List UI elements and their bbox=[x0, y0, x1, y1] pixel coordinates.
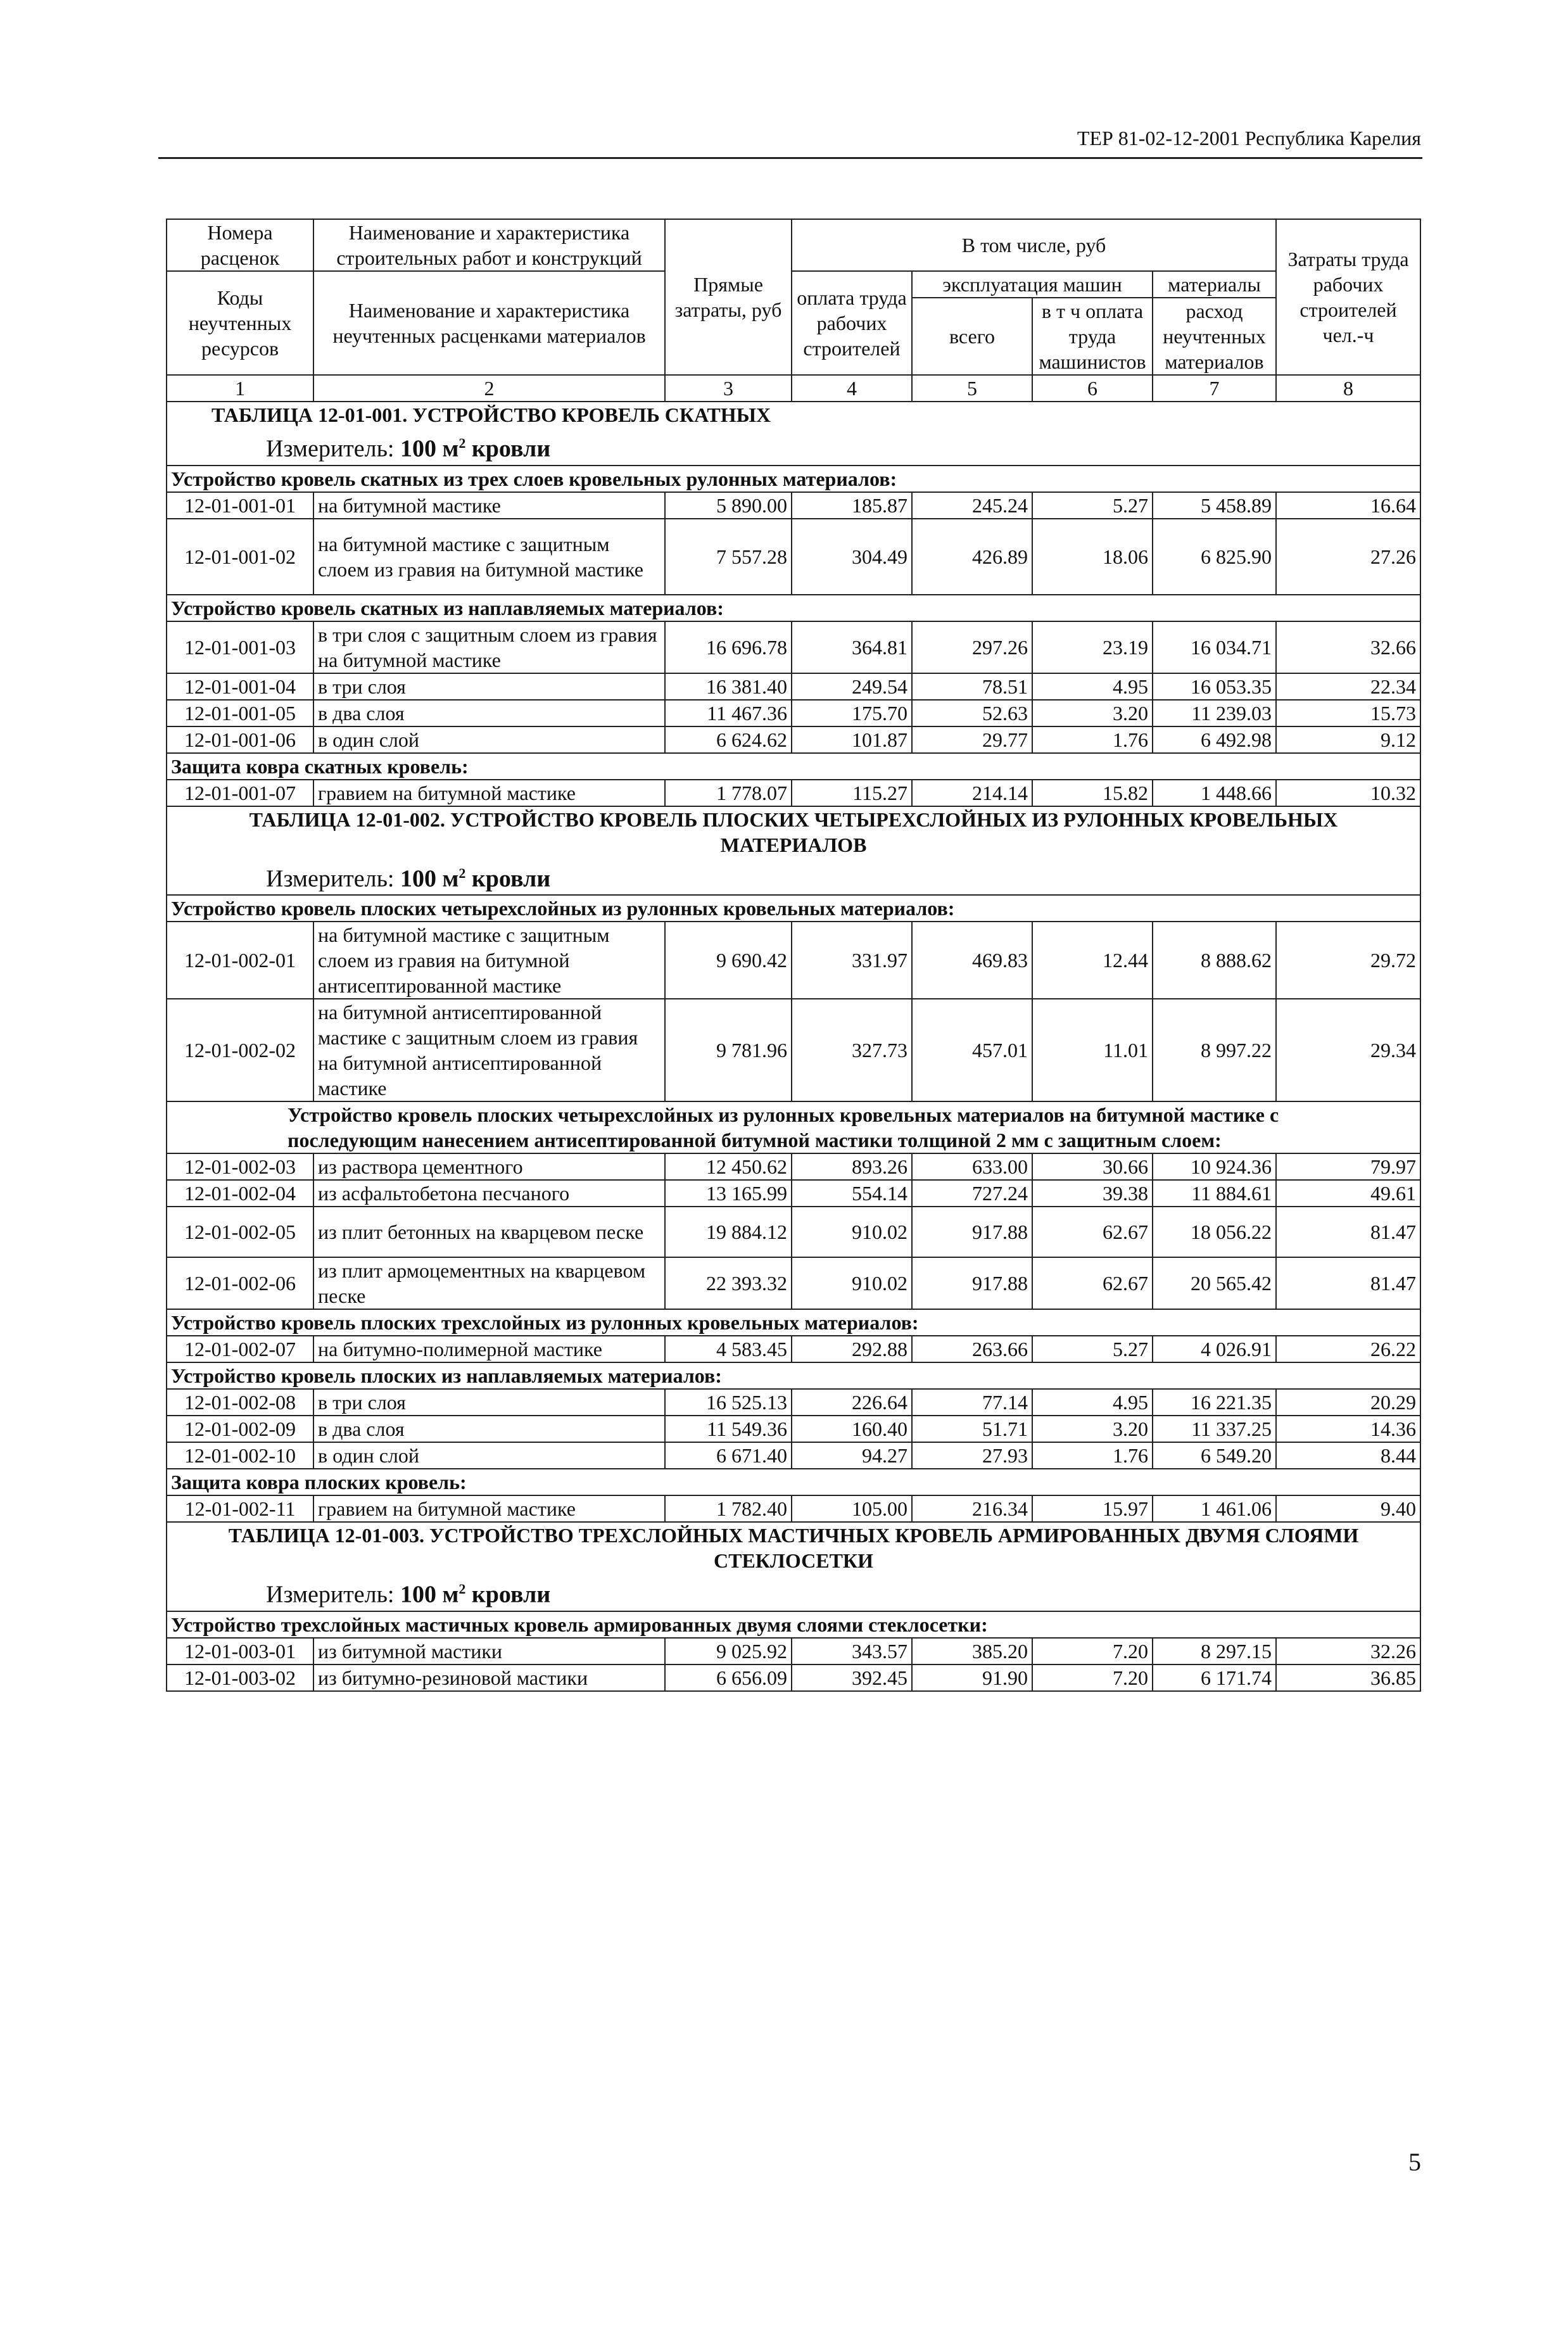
section-heading: Устройство кровель скатных из трех слоев кровельных рулонных материалов: bbox=[167, 466, 1420, 492]
labor-hours: 32.66 bbox=[1276, 621, 1420, 673]
header-materials: материалы bbox=[1153, 271, 1276, 298]
direct-costs: 9 690.42 bbox=[665, 922, 792, 999]
labor-pay: 94.27 bbox=[792, 1442, 912, 1469]
labor-pay: 105.00 bbox=[792, 1495, 912, 1522]
rate-code: 12-01-002-03 bbox=[167, 1153, 313, 1180]
work-description: на битумно-полимерной мастике bbox=[313, 1336, 665, 1362]
table-row bbox=[167, 1442, 1420, 1469]
direct-costs: 9 025.92 bbox=[665, 1638, 792, 1664]
table-row bbox=[167, 1207, 1420, 1257]
labor-hours: 29.34 bbox=[1276, 999, 1420, 1101]
materials-cost: 5 458.89 bbox=[1153, 492, 1276, 519]
labor-hours: 22.34 bbox=[1276, 673, 1420, 700]
operator-pay: 5.27 bbox=[1032, 1336, 1153, 1362]
table-title-row bbox=[167, 1522, 1420, 1611]
materials-cost: 4 026.91 bbox=[1153, 1336, 1276, 1362]
machines-total: 457.01 bbox=[912, 999, 1032, 1101]
measure-line bbox=[171, 428, 1416, 465]
work-description: из асфальтобетона песчаного bbox=[313, 1180, 665, 1207]
direct-costs: 11 549.36 bbox=[665, 1416, 792, 1442]
labor-hours: 16.64 bbox=[1276, 492, 1420, 519]
column-number: 3 bbox=[665, 375, 792, 402]
operator-pay: 30.66 bbox=[1032, 1153, 1153, 1180]
labor-hours: 81.47 bbox=[1276, 1257, 1420, 1309]
measure-label: Измеритель: bbox=[266, 1581, 395, 1608]
labor-hours: 49.61 bbox=[1276, 1180, 1420, 1207]
labor-pay: 910.02 bbox=[792, 1257, 912, 1309]
machines-total: 385.20 bbox=[912, 1638, 1032, 1664]
machines-total: 469.83 bbox=[912, 922, 1032, 999]
direct-costs: 16 381.40 bbox=[665, 673, 792, 700]
section-heading: Устройство кровель плоских трехслойных из рулонных кровельных материалов: bbox=[167, 1309, 1420, 1336]
labor-hours: 81.47 bbox=[1276, 1207, 1420, 1257]
labor-pay: 554.14 bbox=[792, 1180, 912, 1207]
section-heading-row bbox=[167, 595, 1420, 621]
table-row bbox=[167, 519, 1420, 595]
operator-pay: 4.95 bbox=[1032, 673, 1153, 700]
direct-costs: 12 450.62 bbox=[665, 1153, 792, 1180]
machines-total: 52.63 bbox=[912, 700, 1032, 726]
column-numbers-row bbox=[167, 375, 1420, 402]
labor-pay: 910.02 bbox=[792, 1207, 912, 1257]
work-description: на битумной антисептированной мастике с защитным слоем из гравия на битумной антисептированной мастике bbox=[313, 999, 665, 1101]
section-heading-row bbox=[167, 1101, 1420, 1153]
materials-cost: 1 461.06 bbox=[1153, 1495, 1276, 1522]
machines-total: 29.77 bbox=[912, 726, 1032, 753]
direct-costs: 22 393.32 bbox=[665, 1257, 792, 1309]
operator-pay: 62.67 bbox=[1032, 1257, 1153, 1309]
header-machines-total: всего bbox=[912, 298, 1032, 375]
table-row bbox=[167, 1664, 1420, 1691]
direct-costs: 1 782.40 bbox=[665, 1495, 792, 1522]
operator-pay: 5.27 bbox=[1032, 492, 1153, 519]
materials-cost: 6 492.98 bbox=[1153, 726, 1276, 753]
measure-exponent: 2 bbox=[458, 865, 466, 881]
machines-total: 51.71 bbox=[912, 1416, 1032, 1442]
measure-value: 100 м bbox=[400, 865, 459, 892]
operator-pay: 1.76 bbox=[1032, 726, 1153, 753]
table-row bbox=[167, 673, 1420, 700]
measure-unit: кровли bbox=[465, 1581, 551, 1608]
machines-total: 77.14 bbox=[912, 1389, 1032, 1416]
operator-pay: 4.95 bbox=[1032, 1389, 1153, 1416]
table-row bbox=[167, 999, 1420, 1101]
machines-total: 917.88 bbox=[912, 1207, 1032, 1257]
labor-hours: 79.97 bbox=[1276, 1153, 1420, 1180]
rate-code: 12-01-001-02 bbox=[167, 519, 313, 595]
materials-cost: 16 034.71 bbox=[1153, 621, 1276, 673]
machines-total: 91.90 bbox=[912, 1664, 1032, 1691]
materials-cost: 11 337.25 bbox=[1153, 1416, 1276, 1442]
header-operator-pay: в т ч оплата труда машинистов bbox=[1032, 298, 1153, 375]
machines-total: 426.89 bbox=[912, 519, 1032, 595]
machines-total: 633.00 bbox=[912, 1153, 1032, 1180]
section-heading-row bbox=[167, 1469, 1420, 1495]
column-number: 1 bbox=[167, 375, 313, 402]
labor-hours: 26.22 bbox=[1276, 1336, 1420, 1362]
labor-pay: 249.54 bbox=[792, 673, 912, 700]
rate-code: 12-01-003-02 bbox=[167, 1664, 313, 1691]
table-row bbox=[167, 922, 1420, 999]
table-row bbox=[167, 726, 1420, 753]
work-description: в два слоя bbox=[313, 1416, 665, 1442]
table-row bbox=[167, 1153, 1420, 1180]
materials-cost: 20 565.42 bbox=[1153, 1257, 1276, 1309]
price-table bbox=[166, 219, 1421, 1692]
rate-code: 12-01-002-09 bbox=[167, 1416, 313, 1442]
work-description: в три слоя bbox=[313, 1389, 665, 1416]
work-description: из плит армоцементных на кварцевом песке bbox=[313, 1257, 665, 1309]
header-labor-hours: Затраты труда рабочих строителей чел.-ч bbox=[1276, 219, 1420, 375]
work-description: гравием на битумной мастике bbox=[313, 780, 665, 806]
table-row bbox=[167, 621, 1420, 673]
work-description: из плит бетонных на кварцевом песке bbox=[313, 1207, 665, 1257]
section-heading: Устройство трехслойных мастичных кровель армированных двумя слоями стеклосетки: bbox=[167, 1611, 1420, 1638]
table-row bbox=[167, 1416, 1420, 1442]
table-title: ТАБЛИЦА 12-01-003. УСТРОЙСТВО ТРЕХСЛОЙНЫХ МАСТИЧНЫХ КРОВЕЛЬ АРМИРОВАННЫХ ДВУМЯ СЛОЯМИ СТЕКЛОСЕТКИ bbox=[228, 1524, 1359, 1573]
machines-total: 727.24 bbox=[912, 1180, 1032, 1207]
rate-code: 12-01-002-02 bbox=[167, 999, 313, 1101]
labor-pay: 327.73 bbox=[792, 999, 912, 1101]
section-heading: Защита ковра плоских кровель: bbox=[167, 1469, 1420, 1495]
table-row bbox=[167, 1180, 1420, 1207]
labor-hours: 9.12 bbox=[1276, 726, 1420, 753]
table-row bbox=[167, 1638, 1420, 1664]
machines-total: 216.34 bbox=[912, 1495, 1032, 1522]
direct-costs: 6 671.40 bbox=[665, 1442, 792, 1469]
labor-hours: 15.73 bbox=[1276, 700, 1420, 726]
work-description: на битумной мастике с защитным слоем из гравия на битумной антисептированной мастике bbox=[313, 922, 665, 999]
rate-code: 12-01-001-07 bbox=[167, 780, 313, 806]
labor-hours: 36.85 bbox=[1276, 1664, 1420, 1691]
rate-code: 12-01-002-01 bbox=[167, 922, 313, 999]
machines-total: 245.24 bbox=[912, 492, 1032, 519]
operator-pay: 18.06 bbox=[1032, 519, 1153, 595]
header-including-group: В том числе, руб bbox=[792, 219, 1276, 271]
machines-total: 78.51 bbox=[912, 673, 1032, 700]
table-title: ТАБЛИЦА 12-01-001. УСТРОЙСТВО КРОВЕЛЬ СКАТНЫХ bbox=[212, 403, 771, 426]
direct-costs: 4 583.45 bbox=[665, 1336, 792, 1362]
column-number: 5 bbox=[912, 375, 1032, 402]
rate-code: 12-01-002-06 bbox=[167, 1257, 313, 1309]
measure-value: 100 м bbox=[400, 1581, 459, 1608]
direct-costs: 5 890.00 bbox=[665, 492, 792, 519]
measure-exponent: 2 bbox=[458, 435, 466, 451]
table-row bbox=[167, 492, 1420, 519]
header-material-name: Наименование и характеристика неучтенных расценками материалов bbox=[313, 271, 665, 375]
operator-pay: 39.38 bbox=[1032, 1180, 1153, 1207]
section-heading-row bbox=[167, 1309, 1420, 1336]
work-description: в три слоя с защитным слоем из гравия на битумной мастике bbox=[313, 621, 665, 673]
work-description: в один слой bbox=[313, 726, 665, 753]
materials-cost: 8 297.15 bbox=[1153, 1638, 1276, 1664]
work-description: из битумной мастики bbox=[313, 1638, 665, 1664]
work-description: на битумной мастике bbox=[313, 492, 665, 519]
rate-code: 12-01-002-05 bbox=[167, 1207, 313, 1257]
materials-cost: 8 997.22 bbox=[1153, 999, 1276, 1101]
operator-pay: 62.67 bbox=[1032, 1207, 1153, 1257]
rate-code: 12-01-001-06 bbox=[167, 726, 313, 753]
labor-pay: 392.45 bbox=[792, 1664, 912, 1691]
work-description: из битумно-резиновой мастики bbox=[313, 1664, 665, 1691]
materials-cost: 6 171.74 bbox=[1153, 1664, 1276, 1691]
table-row bbox=[167, 700, 1420, 726]
table-row bbox=[167, 780, 1420, 806]
labor-hours: 9.40 bbox=[1276, 1495, 1420, 1522]
labor-hours: 32.26 bbox=[1276, 1638, 1420, 1664]
rate-code: 12-01-001-05 bbox=[167, 700, 313, 726]
labor-pay: 364.81 bbox=[792, 621, 912, 673]
table-row bbox=[167, 1495, 1420, 1522]
section-heading-row bbox=[167, 1362, 1420, 1389]
table-row bbox=[167, 1389, 1420, 1416]
measure-unit: кровли bbox=[465, 865, 551, 892]
materials-cost: 1 448.66 bbox=[1153, 780, 1276, 806]
section-heading-row bbox=[167, 1611, 1420, 1638]
table-title-row bbox=[167, 402, 1420, 466]
section-heading: Устройство кровель скатных из наплавляемых материалов: bbox=[167, 595, 1420, 621]
operator-pay: 3.20 bbox=[1032, 1416, 1153, 1442]
column-number: 2 bbox=[313, 375, 665, 402]
rate-code: 12-01-002-10 bbox=[167, 1442, 313, 1469]
labor-hours: 29.72 bbox=[1276, 922, 1420, 999]
labor-pay: 101.87 bbox=[792, 726, 912, 753]
header-material-usage: расход неучтенных материалов bbox=[1153, 298, 1276, 375]
rate-code: 12-01-002-04 bbox=[167, 1180, 313, 1207]
labor-pay: 292.88 bbox=[792, 1336, 912, 1362]
section-heading-row bbox=[167, 466, 1420, 492]
column-number: 8 bbox=[1276, 375, 1420, 402]
materials-cost: 10 924.36 bbox=[1153, 1153, 1276, 1180]
table-row bbox=[167, 1257, 1420, 1309]
materials-cost: 11 884.61 bbox=[1153, 1180, 1276, 1207]
direct-costs: 13 165.99 bbox=[665, 1180, 792, 1207]
header-direct-costs: Прямые затраты, руб bbox=[665, 219, 792, 375]
machines-total: 214.14 bbox=[912, 780, 1032, 806]
labor-hours: 27.26 bbox=[1276, 519, 1420, 595]
measure-label: Измеритель: bbox=[266, 865, 395, 892]
measure-unit: кровли bbox=[465, 435, 551, 462]
header-rule bbox=[158, 157, 1422, 159]
labor-pay: 304.49 bbox=[792, 519, 912, 595]
work-description: в два слоя bbox=[313, 700, 665, 726]
labor-pay: 160.40 bbox=[792, 1416, 912, 1442]
operator-pay: 11.01 bbox=[1032, 999, 1153, 1101]
column-number: 4 bbox=[792, 375, 912, 402]
work-description: на битумной мастике с защитным слоем из гравия на битумной мастике bbox=[313, 519, 665, 595]
section-heading: Защита ковра скатных кровель: bbox=[167, 753, 1420, 780]
rate-code: 12-01-002-11 bbox=[167, 1495, 313, 1522]
rate-code: 12-01-001-04 bbox=[167, 673, 313, 700]
machines-total: 263.66 bbox=[912, 1336, 1032, 1362]
direct-costs: 1 778.07 bbox=[665, 780, 792, 806]
materials-cost: 6 825.90 bbox=[1153, 519, 1276, 595]
section-heading: Устройство кровель плоских из наплавляемых материалов: bbox=[167, 1362, 1420, 1389]
materials-cost: 6 549.20 bbox=[1153, 1442, 1276, 1469]
table-row bbox=[167, 1336, 1420, 1362]
direct-costs: 7 557.28 bbox=[665, 519, 792, 595]
section-heading-row bbox=[167, 753, 1420, 780]
table-title: ТАБЛИЦА 12-01-002. УСТРОЙСТВО КРОВЕЛЬ ПЛОСКИХ ЧЕТЫРЕХСЛОЙНЫХ ИЗ РУЛОННЫХ КРОВЕЛЬНЫХ МАТЕРИАЛОВ bbox=[249, 808, 1338, 856]
header-rate-number: Номера расценок bbox=[167, 219, 313, 271]
labor-hours: 14.36 bbox=[1276, 1416, 1420, 1442]
section-heading: Устройство кровель плоских четырехслойных из рулонных кровельных материалов: bbox=[167, 895, 1420, 922]
rate-code: 12-01-001-01 bbox=[167, 492, 313, 519]
work-description: в три слоя bbox=[313, 673, 665, 700]
labor-pay: 175.70 bbox=[792, 700, 912, 726]
header-resource-codes: Коды неучтенных ресурсов bbox=[167, 271, 313, 375]
labor-pay: 226.64 bbox=[792, 1389, 912, 1416]
section-heading-row bbox=[167, 895, 1420, 922]
machines-total: 297.26 bbox=[912, 621, 1032, 673]
direct-costs: 11 467.36 bbox=[665, 700, 792, 726]
measure-exponent: 2 bbox=[458, 1581, 466, 1597]
document-code: ТЕР 81-02-12-2001 Республика Карелия bbox=[1077, 127, 1421, 149]
labor-pay: 893.26 bbox=[792, 1153, 912, 1180]
rate-code: 12-01-001-03 bbox=[167, 621, 313, 673]
measure-line bbox=[171, 858, 1416, 895]
direct-costs: 19 884.12 bbox=[665, 1207, 792, 1257]
direct-costs: 6 624.62 bbox=[665, 726, 792, 753]
column-number: 6 bbox=[1032, 375, 1153, 402]
labor-pay: 331.97 bbox=[792, 922, 912, 999]
materials-cost: 16 221.35 bbox=[1153, 1389, 1276, 1416]
operator-pay: 7.20 bbox=[1032, 1638, 1153, 1664]
operator-pay: 15.82 bbox=[1032, 780, 1153, 806]
operator-pay: 12.44 bbox=[1032, 922, 1153, 999]
direct-costs: 16 696.78 bbox=[665, 621, 792, 673]
machines-total: 917.88 bbox=[912, 1257, 1032, 1309]
rate-code: 12-01-003-01 bbox=[167, 1638, 313, 1664]
column-number: 7 bbox=[1153, 375, 1276, 402]
table-title-row bbox=[167, 806, 1420, 896]
operator-pay: 23.19 bbox=[1032, 621, 1153, 673]
header-machines: эксплуатация машин bbox=[912, 271, 1153, 298]
measure-line bbox=[171, 1573, 1416, 1611]
operator-pay: 3.20 bbox=[1032, 700, 1153, 726]
work-description: в один слой bbox=[313, 1442, 665, 1469]
labor-pay: 343.57 bbox=[792, 1638, 912, 1664]
direct-costs: 9 781.96 bbox=[665, 999, 792, 1101]
measure-label: Измеритель: bbox=[266, 435, 395, 462]
materials-cost: 8 888.62 bbox=[1153, 922, 1276, 999]
materials-cost: 16 053.35 bbox=[1153, 673, 1276, 700]
labor-hours: 8.44 bbox=[1276, 1442, 1420, 1469]
header-work-name: Наименование и характеристика строительных работ и конструкций bbox=[313, 219, 665, 271]
direct-costs: 6 656.09 bbox=[665, 1664, 792, 1691]
materials-cost: 18 056.22 bbox=[1153, 1207, 1276, 1257]
section-heading: Устройство кровель плоских четырехслойных из рулонных кровельных материалов на битумной мастике с последующим нанесением антисептированной битумной мастики толщиной 2 мм с защитным слоем: bbox=[167, 1101, 1420, 1153]
materials-cost: 11 239.03 bbox=[1153, 700, 1276, 726]
rate-code: 12-01-002-08 bbox=[167, 1389, 313, 1416]
operator-pay: 15.97 bbox=[1032, 1495, 1153, 1522]
measure-value: 100 м bbox=[400, 435, 459, 462]
work-description: гравием на битумной мастике bbox=[313, 1495, 665, 1522]
page-number: 5 bbox=[1408, 2148, 1421, 2176]
operator-pay: 7.20 bbox=[1032, 1664, 1153, 1691]
direct-costs: 16 525.13 bbox=[665, 1389, 792, 1416]
labor-hours: 10.32 bbox=[1276, 780, 1420, 806]
operator-pay: 1.76 bbox=[1032, 1442, 1153, 1469]
machines-total: 27.93 bbox=[912, 1442, 1032, 1469]
header-labor-pay: оплата труда рабочих строителей bbox=[792, 271, 912, 375]
work-description: из раствора цементного bbox=[313, 1153, 665, 1180]
labor-hours: 20.29 bbox=[1276, 1389, 1420, 1416]
labor-pay: 185.87 bbox=[792, 492, 912, 519]
labor-pay: 115.27 bbox=[792, 780, 912, 806]
rate-code: 12-01-002-07 bbox=[167, 1336, 313, 1362]
